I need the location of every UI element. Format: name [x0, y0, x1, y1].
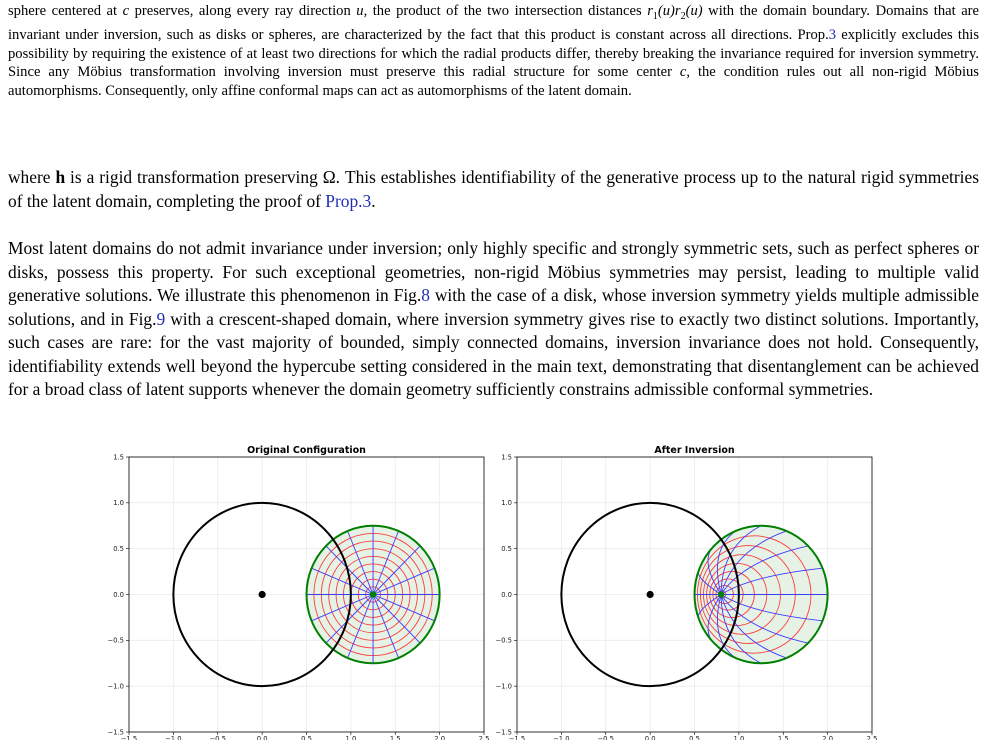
y-tick-label: 1.5: [113, 453, 124, 462]
ref-label: Prop.: [797, 27, 829, 44]
domain-center-point: [370, 591, 376, 597]
paragraph-identifiability: [8, 166, 979, 213]
math-arg-2: (u): [685, 3, 703, 19]
ref-number: 3: [828, 27, 837, 44]
y-tick-label: −0.5: [495, 636, 512, 645]
math-h-bold: h: [55, 167, 66, 187]
y-tick-label: 0.5: [501, 544, 512, 553]
x-tick-label: 1.0: [345, 735, 357, 740]
y-tick-label: 1.0: [501, 499, 512, 508]
prop-reference-link[interactable]: Prop.3: [325, 190, 372, 211]
x-tick-label: 2.0: [434, 735, 446, 740]
y-tick-label: −1.5: [107, 728, 124, 737]
chart-title: Original Configuration: [247, 445, 366, 456]
math-r1: r: [647, 3, 653, 19]
text-span: with a crescent-shaped domain, where inversion symmetry gives rise to exactly two distinct solutions. Importantly, such cases are rare: for the vast majority of bounded, simply connected domains, inversion invariance does not hold. Consequently, identifiability extends well beyond the hypercube setting considered in the main text, demonstrating that disentanglement can be achieved for a broad class of latent supports whenever the domain geometry sufficiently constrains admissible conformal symmetries.: [8, 308, 980, 399]
text-span: with the case of a disk, whose inversion symmetry yields multiple admissible solutions, and in: [8, 285, 979, 329]
prop-reference-link[interactable]: [798, 27, 837, 43]
x-tick-label: 2.5: [866, 735, 878, 740]
math-r2: r: [674, 3, 681, 19]
chart-panel-2: [495, 445, 877, 740]
y-tick-label: 1.0: [113, 499, 124, 508]
x-tick-label: −1.5: [120, 735, 138, 740]
y-tick-label: 1.5: [501, 453, 512, 462]
text-span: , the condition rules out all non-rigid Möbius automorphisms. Consequently, only affine conformal maps can act as automorphisms of the latent domain.: [8, 64, 979, 99]
ref-number: 9: [156, 308, 166, 329]
text-span: explicitly excludes this possibility by requiring the existence of at least two directions for which the radial products differ, thereby breaking the invariance required for inversion symmetry. Since any Möbius transformation involving inversion must preserve this radial structure for some center: [8, 27, 979, 81]
math-u: u: [356, 3, 364, 19]
math-sub-2: 2: [680, 10, 686, 22]
y-tick-label: 0.0: [501, 590, 512, 599]
math-c: c: [679, 64, 687, 81]
x-tick-label: 0.0: [644, 735, 656, 740]
x-tick-label: 2.0: [822, 735, 834, 740]
text-span: .: [371, 190, 376, 211]
y-tick-label: 0.0: [113, 590, 124, 599]
chart-panel-1: [107, 445, 489, 740]
text-span: sphere centered at: [8, 3, 123, 19]
x-tick-label: 0.0: [256, 735, 268, 740]
x-tick-label: −1.0: [165, 735, 182, 740]
text-span: , the product of the two intersection distances: [363, 3, 648, 19]
x-tick-label: 1.5: [777, 735, 789, 740]
x-tick-label: 0.5: [301, 735, 312, 740]
x-tick-label: −1.5: [508, 735, 526, 740]
inversion-center-point: [259, 591, 266, 598]
domain-center-point: [718, 591, 724, 597]
ref-number: 8: [421, 285, 430, 305]
paragraph-symmetric-domains: [8, 237, 979, 402]
figure-svg: [0, 438, 987, 740]
paragraph-intro: [8, 2, 979, 100]
math-arg-1: (u): [657, 3, 675, 19]
x-tick-label: −0.5: [209, 735, 227, 740]
y-tick-label: −1.5: [495, 728, 512, 737]
ref-label: Fig.: [128, 308, 157, 329]
text-span: where: [8, 167, 56, 187]
text-span: with the domain boundary. Domains that are invariant under inversion, such as disks or spheres, are characterized by the fact that this product is constant across all directions.: [8, 3, 980, 44]
inversion-center-point: [647, 591, 654, 598]
math-c: c: [122, 3, 130, 19]
fig8-reference-link[interactable]: [394, 285, 430, 305]
y-tick-label: −0.5: [107, 636, 124, 645]
text-span: preserves, along every ray direction: [129, 3, 357, 19]
chart-title: After Inversion: [654, 445, 735, 456]
text-span: Most latent domains do not admit invariance under inversion; only highly specific and strongly symmetric sets, such as perfect spheres or disks, possess this property. For such exceptional geometries, non-rigid Möbius symmetries may persist, leading to multiple valid generative solutions. We illustrate this phenomenon in: [8, 238, 979, 305]
text-span: is a rigid transformation preserving Ω. This establishes identifiability of the generative process up to the natural rigid symmetries of the latent domain, completing the proof of: [8, 167, 979, 211]
math-sub-1: 1: [652, 10, 658, 22]
x-tick-label: 1.0: [733, 735, 745, 740]
y-tick-label: −1.0: [107, 682, 124, 691]
x-tick-label: −1.0: [553, 735, 570, 740]
x-tick-label: 0.5: [689, 735, 700, 740]
fig9-reference-link[interactable]: [129, 309, 165, 329]
x-tick-label: 1.5: [389, 735, 401, 740]
x-tick-label: −0.5: [597, 735, 615, 740]
x-tick-label: 2.5: [478, 735, 490, 740]
y-tick-label: 0.5: [113, 544, 124, 553]
y-tick-label: −1.0: [495, 682, 512, 691]
ref-label: Fig.: [393, 285, 422, 305]
figure-inversion: [0, 438, 987, 740]
